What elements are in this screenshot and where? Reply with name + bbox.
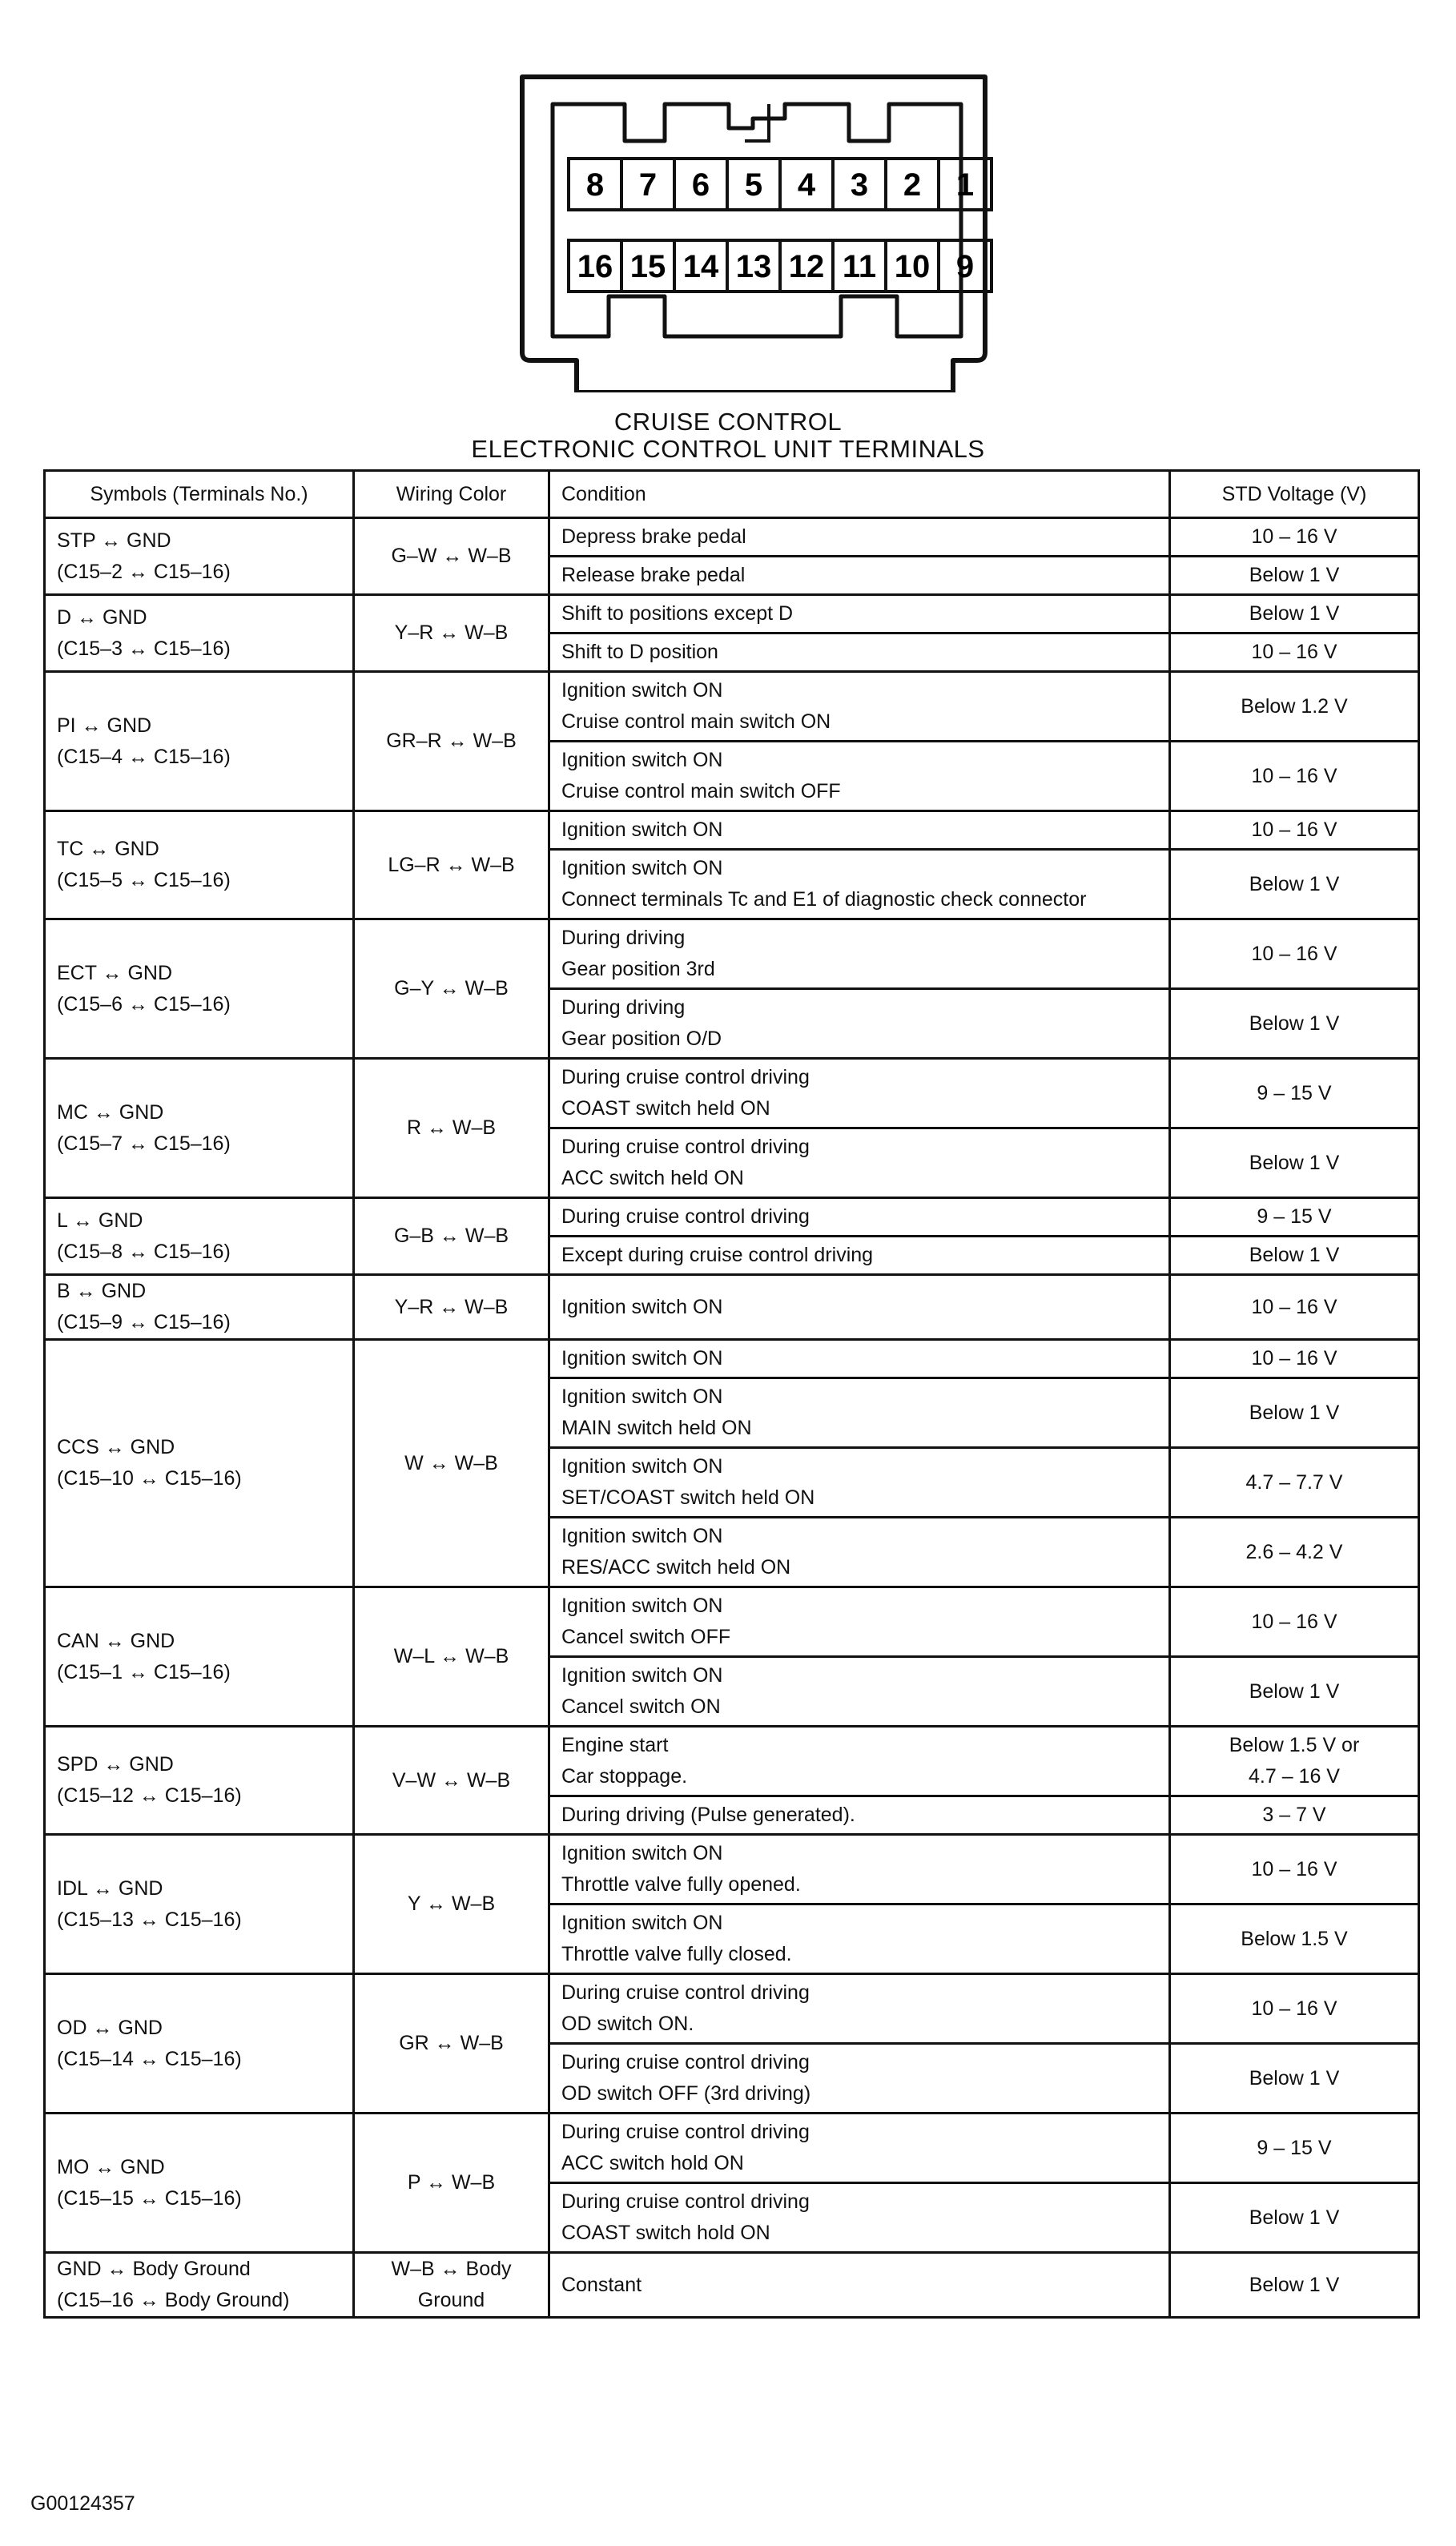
std-voltage-cell: [1170, 518, 1419, 557]
cell-text-line: SET/COAST switch held ON: [561, 1486, 815, 1509]
std-voltage-cell: [1170, 2044, 1419, 2114]
table-row: [45, 1974, 1419, 2044]
wiring-color-cell: [354, 1340, 549, 1587]
cell-text-line: OD switch OFF (3rd driving): [561, 2082, 811, 2105]
std-voltage-cell: [1170, 2114, 1419, 2183]
cell-text-line: Y ↔ W–B: [407, 1892, 496, 1915]
std-voltage-cell: [1170, 1657, 1419, 1727]
connector-pin-label: 7: [638, 167, 658, 203]
cell-text-line: 10 – 16 V: [1251, 942, 1337, 965]
cell-text-line: 10 – 16 V: [1251, 1610, 1337, 1633]
header-symbols: Symbols (Terminals No.): [45, 471, 354, 518]
table-row: [45, 811, 1419, 850]
condition-cell: [549, 672, 1170, 742]
cell-text-line: TC ↔ GND: [57, 838, 159, 860]
symbol-cell: [45, 1340, 354, 1587]
cell-text-line: Connect terminals Tc and E1 of diagnostic check connector: [561, 888, 1087, 911]
cell-text-line: Release brake pedal: [561, 564, 746, 586]
symbol-cell: [45, 1275, 354, 1340]
condition-cell: [549, 518, 1170, 557]
cell-text-line: Throttle valve fully opened.: [561, 1873, 801, 1896]
wiring-color-cell: [354, 919, 549, 1059]
wiring-color-cell: [354, 811, 549, 919]
cell-text-line: (C15–12 ↔ C15–16): [57, 1784, 242, 1807]
cell-text-line: W–B ↔ Body: [391, 2258, 512, 2280]
cell-text-line: 4.7 – 16 V: [1249, 1765, 1340, 1788]
symbol-cell: [45, 811, 354, 919]
cell-text-line: MC ↔ GND: [57, 1100, 164, 1124]
condition-cell: [549, 919, 1170, 989]
table-header-row: [45, 471, 1419, 518]
wiring-color-cell: [354, 672, 549, 811]
cell-text-line: During cruise control driving: [561, 1136, 810, 1158]
std-voltage-cell: [1170, 1518, 1419, 1587]
cell-text-line: (C15–10 ↔ C15–16): [57, 1467, 242, 1490]
cell-text-line: LG–R ↔ W–B: [388, 853, 515, 876]
cell-text-line: GR ↔ W–B: [399, 2032, 504, 2054]
condition-cell: [549, 989, 1170, 1059]
cell-text-line: CCS ↔ GND: [57, 1436, 175, 1458]
symbol-cell: [45, 1835, 354, 1974]
cell-text-line: 10 – 16 V: [1251, 1295, 1337, 1318]
connector-pin-label: 11: [842, 249, 877, 284]
cell-text-line: Gear position O/D: [561, 1028, 722, 1050]
cell-text-line: Ignition switch ON: [561, 1455, 723, 1478]
condition-cell: [549, 811, 1170, 850]
std-voltage-cell: [1170, 633, 1419, 672]
connector-key-notch: [745, 104, 769, 141]
header-condition: Condition: [549, 471, 1170, 518]
table-row: [45, 672, 1419, 742]
std-voltage-cell: [1170, 1275, 1419, 1340]
cell-text-line: 2.6 – 4.2 V: [1245, 1540, 1343, 1563]
cell-text-line: 10 – 16 V: [1251, 819, 1337, 841]
connector-pin-label: 1: [955, 167, 975, 203]
cell-text-line: Ignition switch ON: [561, 1842, 723, 1864]
cell-text-line: 9 – 15 V: [1257, 2136, 1332, 2159]
cell-text-line: G–W ↔ W–B: [391, 545, 512, 567]
wiring-color-cell: [354, 1727, 549, 1835]
table-row: [45, 1835, 1419, 1904]
cell-text-line: Below 1 V: [1249, 2206, 1340, 2229]
cell-text-line: 9 – 15 V: [1257, 1081, 1332, 1104]
std-voltage-cell: [1170, 1448, 1419, 1518]
cell-text-line: G–Y ↔ W–B: [394, 977, 509, 999]
condition-cell: [549, 850, 1170, 919]
wiring-color-cell: [354, 518, 549, 595]
std-voltage-cell: [1170, 811, 1419, 850]
cell-text-line: Throttle valve fully closed.: [561, 1943, 792, 1965]
std-voltage-cell: [1170, 1059, 1419, 1128]
cell-text-line: 10 – 16 V: [1251, 1997, 1337, 2020]
table-row: [45, 1727, 1419, 1796]
wiring-color-cell: [354, 1587, 549, 1727]
cell-text-line: (C15–7 ↔ C15–16): [57, 1132, 231, 1155]
std-voltage-cell: [1170, 672, 1419, 742]
cell-text-line: 10 – 16 V: [1251, 764, 1337, 787]
connector-pin-label: 2: [903, 167, 922, 203]
connector-pin-label: 14: [682, 249, 719, 284]
cell-text-line: CAN ↔ GND: [57, 1629, 175, 1652]
condition-cell: [549, 1237, 1170, 1275]
table-row: [45, 1340, 1419, 1378]
connector-pin-label: 13: [735, 249, 772, 284]
symbol-cell: [45, 518, 354, 595]
condition-cell: [549, 742, 1170, 811]
cell-text-line: Shift to positions except D: [561, 602, 794, 625]
cell-text-line: (C15–8 ↔ C15–16): [57, 1240, 231, 1263]
cell-text-line: ACC switch held ON: [561, 1167, 744, 1189]
cell-text-line: MO ↔ GND: [57, 2155, 165, 2178]
cell-text-line: (C15–5 ↔ C15–16): [57, 869, 231, 891]
terminal-table: [43, 469, 1420, 2319]
condition-cell: [549, 1727, 1170, 1796]
symbol-cell: [45, 1198, 354, 1275]
cell-text-line: Below 1 V: [1249, 602, 1340, 625]
condition-cell: [549, 1448, 1170, 1518]
wiring-color-cell: [354, 1835, 549, 1974]
cell-text-line: COAST switch held ON: [561, 1097, 770, 1120]
connector-pin-label: 16: [577, 249, 613, 284]
symbol-cell: [45, 1974, 354, 2114]
cell-text-line: During cruise control driving: [561, 2121, 810, 2143]
std-voltage-cell: [1170, 850, 1419, 919]
cell-text-line: ACC switch hold ON: [561, 2152, 744, 2174]
std-voltage-cell: [1170, 742, 1419, 811]
cell-text-line: Ignition switch ON: [561, 1347, 723, 1370]
cell-text-line: W ↔ W–B: [404, 1451, 498, 1474]
symbol-cell: [45, 1587, 354, 1727]
cell-text-line: (C15–6 ↔ C15–16): [57, 992, 231, 1016]
condition-cell: [549, 1378, 1170, 1448]
connector-pin-label: 6: [691, 167, 710, 203]
cell-text-line: During driving: [561, 996, 686, 1019]
cell-text-line: P ↔ W–B: [407, 2171, 496, 2194]
cell-text-line: GND ↔ Body Ground: [57, 2258, 251, 2280]
table-row: [45, 2114, 1419, 2183]
wiring-color-cell: [354, 2253, 549, 2318]
connector-pin-label: 9: [955, 249, 975, 284]
symbol-cell: [45, 2114, 354, 2253]
std-voltage-cell: [1170, 919, 1419, 989]
cell-text-line: During cruise control driving: [561, 1066, 810, 1088]
cell-text-line: Below 1 V: [1249, 2273, 1340, 2296]
cell-text-line: During cruise control driving: [561, 2190, 810, 2213]
std-voltage-cell: [1170, 2183, 1419, 2253]
table-row: [45, 518, 1419, 557]
symbol-cell: [45, 919, 354, 1059]
connector-pin-label: 15: [629, 249, 666, 284]
figure-id: G00124357: [30, 2492, 135, 2515]
std-voltage-cell: [1170, 1237, 1419, 1275]
cell-text-line: ECT ↔ GND: [57, 961, 172, 984]
std-voltage-cell: [1170, 557, 1419, 595]
table-row: [45, 1198, 1419, 1237]
cell-text-line: During cruise control driving: [561, 2051, 810, 2073]
condition-cell: [549, 2253, 1170, 2318]
wiring-color-cell: [354, 2114, 549, 2253]
cell-text-line: Shift to D position: [561, 641, 718, 663]
connector-pin-label: 10: [894, 249, 931, 284]
cell-text-line: Below 1 V: [1249, 1244, 1340, 1266]
cell-text-line: SPD ↔ GND: [57, 1753, 174, 1776]
cell-text-line: Ignition switch ON: [561, 1386, 723, 1408]
cell-text-line: COAST switch hold ON: [561, 2222, 770, 2244]
cell-text-line: (C15–9 ↔ C15–16): [57, 1311, 231, 1333]
cell-text-line: (C15–3 ↔ C15–16): [57, 637, 231, 660]
std-voltage-cell: [1170, 1198, 1419, 1237]
cell-text-line: 3 – 7 V: [1262, 1804, 1326, 1826]
table-row: [45, 1275, 1419, 1340]
connector-inner-outline: [553, 104, 961, 336]
symbol-cell: [45, 2253, 354, 2318]
condition-cell: [549, 1340, 1170, 1378]
cell-text-line: Ignition switch ON: [561, 857, 723, 879]
condition-cell: [549, 2114, 1170, 2183]
cell-text-line: Ignition switch ON: [561, 1595, 723, 1617]
cell-text-line: Ignition switch ON: [561, 819, 723, 841]
condition-cell: [549, 1059, 1170, 1128]
std-voltage-cell: [1170, 1796, 1419, 1835]
std-voltage-cell: [1170, 1835, 1419, 1904]
table-row: [45, 1059, 1419, 1128]
cell-text-line: (C15–15 ↔ C15–16): [57, 2186, 242, 2210]
header-wiring-color: Wiring Color: [354, 471, 549, 518]
cell-text-line: Depress brake pedal: [561, 525, 746, 548]
cell-text-line: PI ↔ GND: [57, 714, 152, 737]
cell-text-line: 10 – 16 V: [1251, 641, 1337, 663]
condition-cell: [549, 633, 1170, 672]
cell-text-line: Ignition switch ON: [561, 1525, 723, 1547]
condition-cell: [549, 595, 1170, 633]
cell-text-line: Below 1.5 V: [1241, 1927, 1348, 1950]
cell-text-line: Below 1 V: [1249, 1401, 1340, 1424]
std-voltage-cell: [1170, 1727, 1419, 1796]
symbol-cell: [45, 1727, 354, 1835]
std-voltage-cell: [1170, 989, 1419, 1059]
cell-text-line: (C15–13 ↔ C15–16): [57, 1908, 242, 1931]
cell-text-line: Below 1 V: [1249, 872, 1340, 895]
connector-pin-label: 5: [744, 167, 763, 203]
table-row: [45, 1587, 1419, 1657]
cell-text-line: Below 1.5 V or: [1229, 1734, 1360, 1756]
cell-text-line: 9 – 15 V: [1257, 1205, 1332, 1228]
std-voltage-cell: [1170, 1378, 1419, 1448]
cell-text-line: IDL ↔ GND: [57, 1876, 163, 1900]
cell-text-line: Below 1 V: [1249, 564, 1340, 586]
cell-text-line: (C15–1 ↔ C15–16): [57, 1660, 231, 1683]
cell-text-line: Y–R ↔ W–B: [394, 1295, 509, 1318]
cell-text-line: Cancel switch ON: [561, 1695, 721, 1718]
std-voltage-cell: [1170, 1904, 1419, 1974]
cell-text-line: Ignition switch ON: [561, 749, 723, 771]
cell-text-line: 10 – 16 V: [1251, 1347, 1337, 1370]
cell-text-line: Ignition switch ON: [561, 679, 723, 702]
connector-pin-label: 4: [797, 167, 816, 203]
condition-cell: [549, 1835, 1170, 1904]
cell-text-line: Ignition switch ON: [561, 1295, 723, 1318]
cell-text-line: (C15–2 ↔ C15–16): [57, 560, 231, 583]
cell-text-line: Below 1 V: [1249, 1151, 1340, 1174]
cell-text-line: Cruise control main switch ON: [561, 710, 831, 733]
title-line-2: ELECTRONIC CONTROL UNIT TERMINALS: [471, 435, 985, 463]
cell-text-line: Below 1 V: [1249, 2066, 1340, 2089]
std-voltage-cell: [1170, 1587, 1419, 1657]
condition-cell: [549, 2044, 1170, 2114]
cell-text-line: During driving (Pulse generated).: [561, 1804, 855, 1826]
condition-cell: [549, 1974, 1170, 2044]
cell-text-line: R ↔ W–B: [406, 1116, 497, 1139]
table-row: [45, 919, 1419, 989]
cell-text-line: 10 – 16 V: [1251, 1857, 1337, 1880]
connector-pin-label: 3: [850, 167, 869, 203]
wiring-color-cell: [354, 1275, 549, 1340]
table-row: [45, 2253, 1419, 2318]
cell-text-line: Engine start: [561, 1734, 669, 1756]
cell-text-line: Except during cruise control driving: [561, 1244, 874, 1266]
symbol-cell: [45, 672, 354, 811]
table-row: [45, 595, 1419, 633]
cell-text-line: Cruise control main switch OFF: [561, 780, 841, 802]
cell-text-line: Ignition switch ON: [561, 1912, 723, 1934]
page-title: [0, 408, 1456, 463]
cell-text-line: STP ↔ GND: [57, 529, 171, 552]
condition-cell: [549, 1657, 1170, 1727]
wiring-color-cell: [354, 1974, 549, 2114]
connector-top-row: [569, 159, 991, 210]
cell-text-line: L ↔ GND: [57, 1209, 143, 1232]
std-voltage-cell: [1170, 595, 1419, 633]
cell-text-line: During cruise control driving: [561, 1981, 810, 2004]
cell-text-line: MAIN switch held ON: [561, 1417, 752, 1439]
std-voltage-cell: [1170, 1974, 1419, 2044]
condition-cell: [549, 1198, 1170, 1237]
cell-text-line: Ground: [417, 2289, 485, 2311]
cell-text-line: Cancel switch OFF: [561, 1626, 731, 1648]
cell-text-line: Car stoppage.: [561, 1765, 688, 1788]
cell-text-line: G–B ↔ W–B: [393, 1225, 509, 1247]
cell-text-line: (C15–16 ↔ Body Ground): [57, 2289, 290, 2311]
header-std-voltage: STD Voltage (V): [1170, 471, 1419, 518]
cell-text-line: V–W ↔ W–B: [392, 1768, 511, 1792]
condition-cell: [549, 1796, 1170, 1835]
symbol-cell: [45, 595, 354, 672]
cell-text-line: OD ↔ GND: [57, 2016, 163, 2039]
cell-text-line: (C15–14 ↔ C15–16): [57, 2047, 242, 2070]
std-voltage-cell: [1170, 2253, 1419, 2318]
ecu-connector-diagram: [505, 56, 1001, 392]
condition-cell: [549, 1518, 1170, 1587]
wiring-color-cell: [354, 595, 549, 672]
cell-text-line: Constant: [561, 2273, 642, 2296]
cell-text-line: 4.7 – 7.7 V: [1245, 1470, 1343, 1494]
cell-text-line: GR–R ↔ W–B: [386, 730, 517, 752]
cell-text-line: OD switch ON.: [561, 2013, 694, 2035]
cell-text-line: During driving: [561, 927, 686, 949]
condition-cell: [549, 1904, 1170, 1974]
cell-text-line: W–L ↔ W–B: [393, 1645, 509, 1667]
cell-text-line: D ↔ GND: [57, 605, 147, 629]
wiring-color-cell: [354, 1059, 549, 1198]
cell-text-line: (C15–4 ↔ C15–16): [57, 745, 231, 768]
cell-text-line: Ignition switch ON: [561, 1664, 723, 1687]
cell-text-line: 10 – 16 V: [1251, 525, 1337, 548]
cell-text-line: Y–R ↔ W–B: [394, 621, 509, 644]
connector-pin-label: 8: [585, 167, 605, 203]
cell-text-line: During cruise control driving: [561, 1205, 810, 1228]
title-line-1: CRUISE CONTROL: [613, 408, 843, 436]
symbol-cell: [45, 1059, 354, 1198]
cell-text-line: RES/ACC switch held ON: [561, 1556, 791, 1579]
cell-text-line: Below 1 V: [1249, 1679, 1340, 1703]
std-voltage-cell: [1170, 1128, 1419, 1198]
connector-bottom-row: [569, 240, 991, 292]
condition-cell: [549, 1128, 1170, 1198]
cell-text-line: Gear position 3rd: [561, 958, 715, 980]
wiring-color-cell: [354, 1198, 549, 1275]
condition-cell: [549, 1275, 1170, 1340]
condition-cell: [549, 1587, 1170, 1657]
cell-text-line: Below 1 V: [1249, 1012, 1340, 1035]
condition-cell: [549, 2183, 1170, 2253]
cell-text-line: Below 1.2 V: [1241, 694, 1348, 718]
connector-pin-label: 12: [788, 249, 825, 284]
cell-text-line: B ↔ GND: [57, 1280, 147, 1302]
std-voltage-cell: [1170, 1340, 1419, 1378]
condition-cell: [549, 557, 1170, 595]
